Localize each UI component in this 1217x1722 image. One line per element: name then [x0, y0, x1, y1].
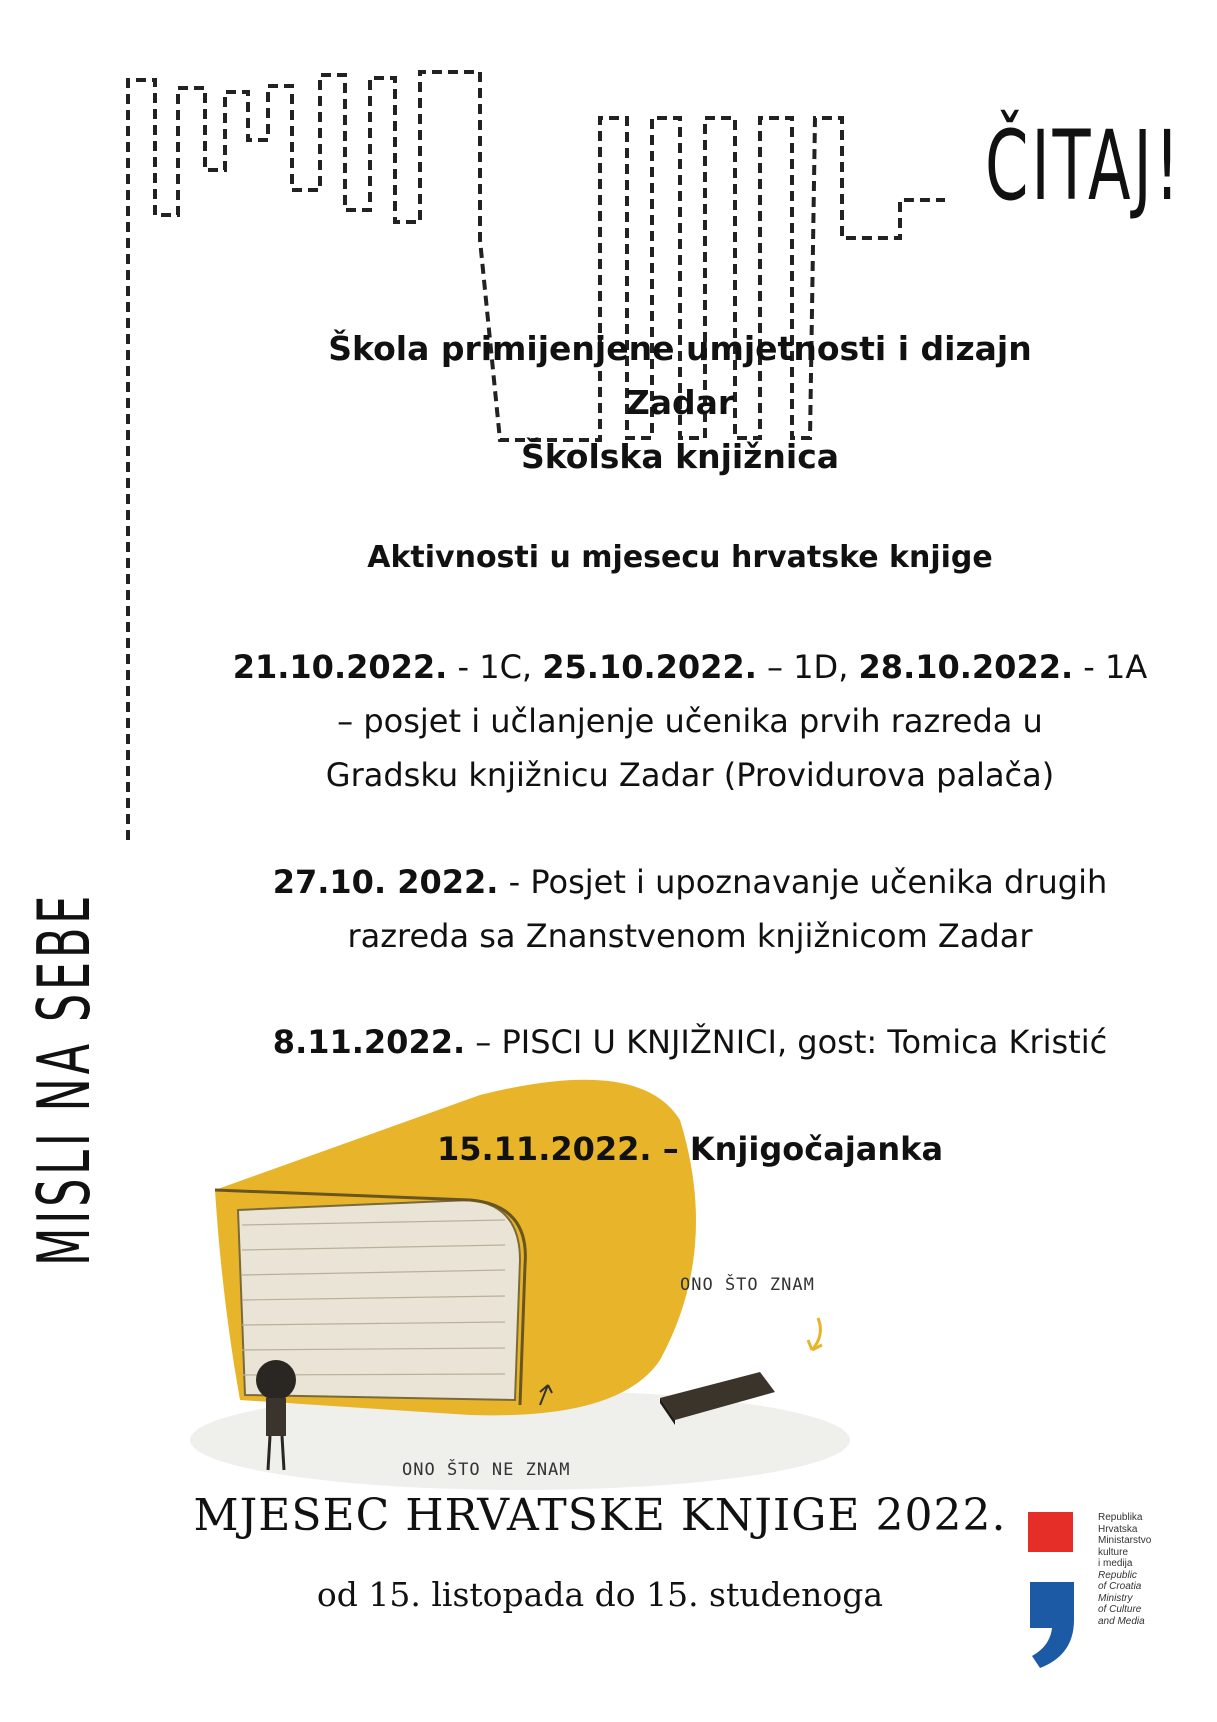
slogan-text: MISLI NA SEBE — [22, 891, 106, 1266]
city-name: Zadar — [625, 383, 735, 422]
ministry-hr-3: Ministarstvo — [1098, 1535, 1152, 1546]
ministry-hr-5: i medija — [1098, 1558, 1133, 1569]
ministry-logo-red-square — [1028, 1512, 1073, 1552]
event-2-line-1 — [190, 855, 1190, 909]
event-2-text: - Posjet i upoznavanje učenika drugih — [498, 863, 1108, 901]
event-4 — [190, 1122, 1190, 1176]
ministry-hr-4: kulture — [1098, 1546, 1129, 1558]
event-1-class-2: – 1D, — [756, 648, 859, 686]
event-1-line-1 — [190, 640, 1190, 694]
ministry-logo-comma-icon — [1028, 1580, 1078, 1670]
label-known: ONO ŠTO ZNAM — [680, 1275, 815, 1295]
event-1 — [190, 640, 1190, 802]
ministry-en-4: of Culture — [1098, 1604, 1142, 1615]
ministry-en-2: of Croatia — [1098, 1581, 1142, 1592]
event-1-date-1: 21.10.2022. — [232, 648, 448, 686]
label-unknown: ONO ŠTO NE ZNAM — [402, 1460, 571, 1480]
event-1-class-3: - 1A — [1073, 648, 1148, 686]
ministry-text — [1098, 1512, 1151, 1627]
event-1-date-2: 25.10.2022. — [542, 648, 757, 686]
ministry-en-3: Ministry — [1098, 1592, 1133, 1604]
cta-heading: ČITAJ! — [985, 110, 1183, 222]
ministry-en-5: and Media — [1098, 1615, 1145, 1627]
event-1-line-3: Gradsku knjižnicu Zadar (Providurova palača) — [325, 756, 1055, 794]
slogan-vertical — [22, 826, 106, 1266]
footer-subtitle: od 15. listopada do 15. studenoga — [316, 1575, 884, 1614]
ministry-en-1: Republic — [1098, 1569, 1137, 1581]
event-4-text: 15.11.2022. – Knjigočajanka — [436, 1130, 944, 1168]
event-3-text: – PISCI U KNJIŽNICI, gost: Tomica Kristić — [465, 1023, 1108, 1061]
activities-title: Aktivnosti u mjesecu hrvatske knjige — [367, 540, 993, 575]
school-name: Škola primijenjene umjetnosti i dizajn — [328, 329, 1032, 368]
library-name: Školska knjižnica — [520, 437, 840, 476]
ministry-hr-2: Hrvatska — [1098, 1523, 1138, 1535]
event-1-line-2: – posjet i učlanjenje učenika prvih razreda u — [337, 702, 1043, 740]
event-2 — [190, 855, 1190, 963]
event-3-date: 8.11.2022. — [272, 1023, 466, 1061]
footer-title: MJESEC HRVATSKE KNJIGE 2022. — [193, 1490, 1007, 1541]
event-2-line-2: razreda sa Znanstvenom knjižnicom Zadar — [347, 917, 1033, 955]
event-1-class-1: - 1C, — [447, 648, 543, 686]
event-1-date-3: 28.10.2022. — [858, 648, 1074, 686]
ministry-hr-1: Republika — [1098, 1512, 1143, 1523]
event-2-date: 27.10. 2022. — [272, 863, 499, 901]
event-3 — [190, 1015, 1190, 1069]
